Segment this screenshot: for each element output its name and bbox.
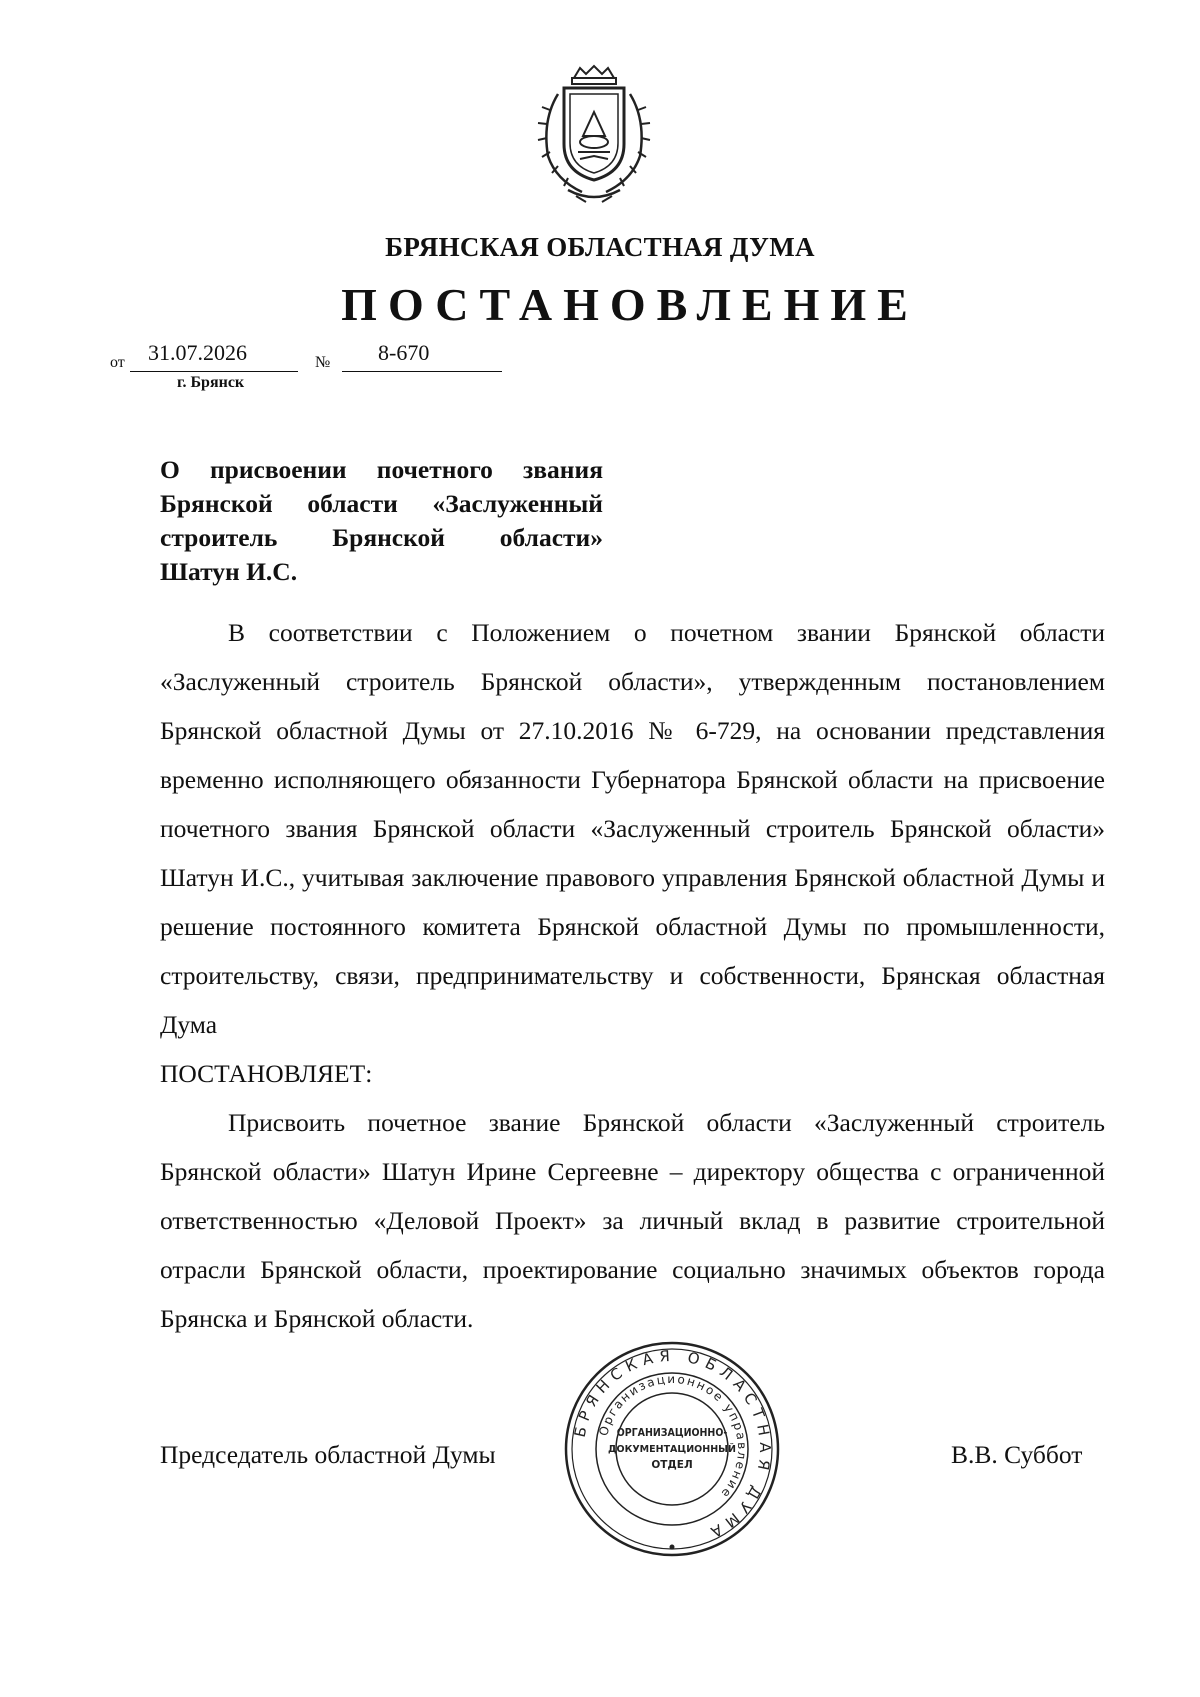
document-city: г. Брянск	[177, 374, 245, 391]
stamp-center-line: ДОКУМЕНТАЦИОННЫЙ	[608, 1444, 736, 1455]
document-date: 31.07.2026	[130, 340, 298, 372]
subject-line: Шатун И.С.	[160, 557, 298, 586]
subject-line: строитель Брянской области»	[160, 523, 603, 552]
number-prefix: №	[315, 354, 331, 371]
subject-line: Брянской области «Заслуженный	[160, 489, 603, 518]
resolution-paragraph: Присвоить почетное звание Брянской области «Заслуженный строитель Брянской области» Шатун Ирине Сергеевне – директору общества с ограниченной ответственностью «Деловой Проект» за личный вклад в развитие строительной отрасли Брянской области, проектирование социально значимых объектов города Брянска и Брянской области.	[160, 1108, 1105, 1333]
organization-title: БРЯНСКАЯ ОБЛАСТНАЯ ДУМА	[385, 232, 815, 262]
document-type-heading: ПОСТАНОВЛЕНИЕ	[341, 279, 919, 330]
signer-name: В.В. Суббот	[951, 1440, 1083, 1469]
subject-line: О присвоении почетного звания	[160, 455, 603, 484]
signer-position: Председатель областной Думы	[160, 1440, 496, 1469]
document-subject	[160, 453, 603, 589]
official-stamp	[562, 1339, 782, 1559]
stamp-outer-text: БРЯНСКАЯ ОБЛАСТНАЯ ДУМА	[570, 1346, 775, 1544]
coat-of-arms-emblem	[528, 64, 660, 206]
document-body	[160, 608, 1105, 1343]
document-number: 8-670	[342, 340, 502, 372]
preamble-paragraph: В соответствии с Положением о почетном звании Брянской области «Заслуженный строитель Брянской области», утвержденным постановлением Брянской областной Думы от 27.10.2016 № 6-729, на основании представления временно исполняющего обязанности Губернатора Брянской области на присвоение почетного звания Брянской области «Заслуженный строитель Брянской области» Шатун И.С., учитывая заключение правового управления Брянской областной Думы и решение постоянного комитета Брянской областной Думы по промышленности, строительству, связи, предпринимательству и собственности, Брянская областная Дума	[160, 618, 1105, 1039]
resolves-keyword: ПОСТАНОВЛЯЕТ:	[160, 1059, 373, 1088]
stamp-center-line: ОТДЕЛ	[651, 1459, 693, 1471]
stamp-center-line: ОРГАНИЗАЦИОННО-	[616, 1427, 728, 1439]
stamp-inner-text: Организационное управление	[596, 1371, 750, 1502]
date-prefix: от	[110, 354, 125, 371]
